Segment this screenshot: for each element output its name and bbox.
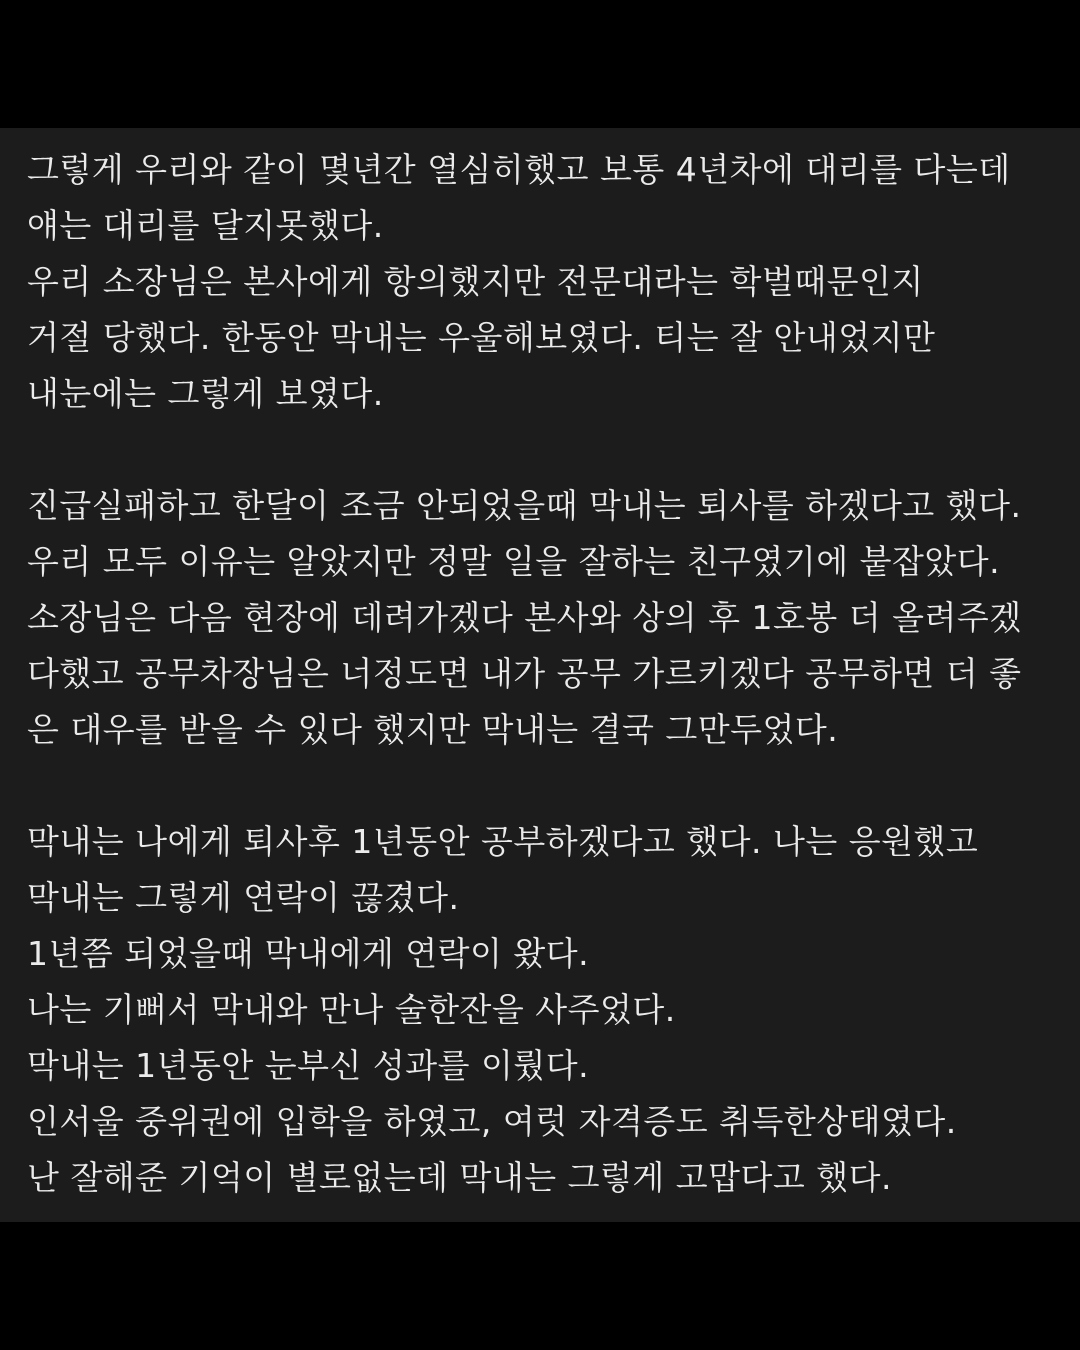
text-line: 막내는 나에게 퇴사후 1년동안 공부하겠다고 했다. 나는 응원했고 bbox=[27, 822, 979, 861]
text-line: 다했고 공무차장님은 너정도면 내가 공무 가르키겠다 공무하면 더 좋 bbox=[27, 654, 1022, 693]
paragraph-1 bbox=[27, 142, 1067, 422]
text-line: 그렇게 우리와 같이 몇년간 열심히했고 보통 4년차에 대리를 다는데 bbox=[27, 150, 1011, 189]
text-line: 인서울 중위권에 입학을 하였고, 여럿 자격증도 취득한상태였다. bbox=[27, 1102, 957, 1141]
text-line: 막내는 1년동안 눈부신 성과를 이뤘다. bbox=[27, 1046, 590, 1085]
text-line: 내눈에는 그렇게 보였다. bbox=[27, 374, 384, 413]
paragraph-gap bbox=[27, 758, 1067, 814]
note-text bbox=[27, 142, 1067, 1206]
text-line: 나는 기뻐서 막내와 만나 술한잔을 사주었다. bbox=[27, 990, 676, 1029]
text-line: 막내는 그렇게 연락이 끊겼다. bbox=[27, 878, 460, 917]
text-line: 거절 당했다. 한동안 막내는 우울해보였다. 티는 잘 안내었지만 bbox=[27, 318, 936, 357]
text-line: 우리 모두 이유는 알았지만 정말 일을 잘하는 친구였기에 붙잡았다. bbox=[27, 542, 1001, 581]
text-line: 1년쯤 되었을때 막내에게 연락이 왔다. bbox=[27, 934, 590, 973]
text-line: 소장님은 다음 현장에 데려가겠다 본사와 상의 후 1호봉 더 올려주겠 bbox=[27, 598, 1022, 637]
paragraph-3 bbox=[27, 814, 1067, 1206]
paragraph-2 bbox=[27, 478, 1067, 758]
text-line: 난 잘해준 기억이 별로없는데 막내는 그렇게 고맙다고 했다. bbox=[27, 1158, 892, 1197]
text-line: 진급실패하고 한달이 조금 안되었을때 막내는 퇴사를 하겠다고 했다. bbox=[27, 486, 1022, 525]
paragraph-gap bbox=[27, 422, 1067, 478]
text-line: 은 대우를 받을 수 있다 했지만 막내는 결국 그만두었다. bbox=[27, 710, 839, 749]
text-line: 우리 소장님은 본사에게 항의했지만 전문대라는 학벌때문인지 bbox=[27, 262, 924, 301]
text-line: 얘는 대리를 달지못했다. bbox=[27, 206, 384, 245]
